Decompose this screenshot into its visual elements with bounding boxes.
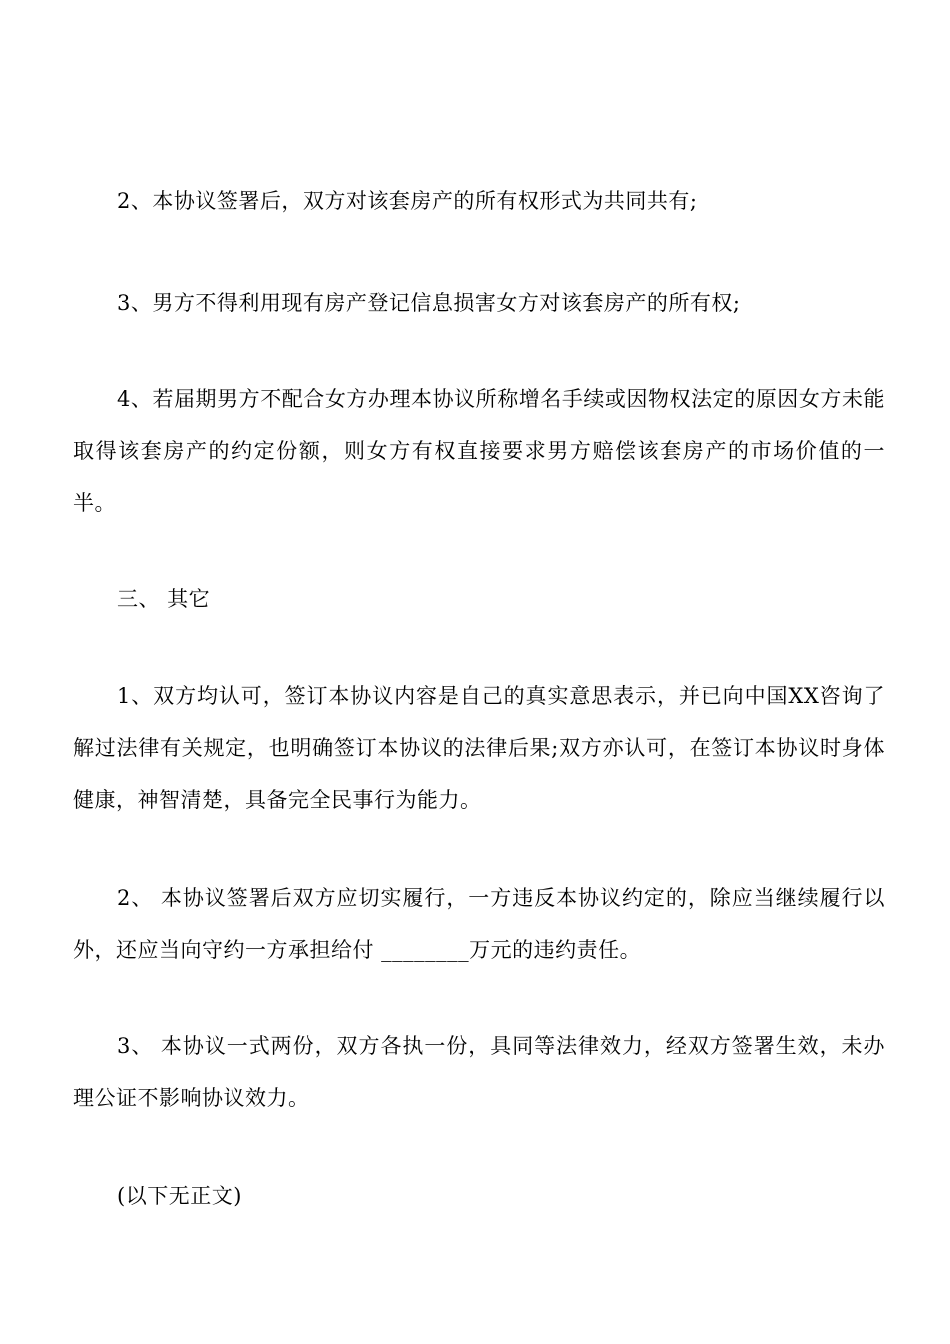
other-clause-1-acknowledgement: 1、双方均认可，签订本协议内容是自己的真实意思表示，并已向中国XX咨询了解过法律有关规定，也明确签订本协议的法律后果;双方亦认可，在签订本协议时身体健康，神智清楚，具备完全民事行为能力。 [73, 684, 885, 812]
clause-2-joint-ownership: 2、本协议签署后，双方对该套房产的所有权形式为共同共有; [117, 189, 698, 213]
clause-3-no-infringement: 3、男方不得利用现有房产登记信息损害女方对该套房产的所有权; [117, 291, 741, 315]
end-of-text-note: (以下无正文) [117, 1184, 242, 1208]
other-clause-2-breach-liability: 2、 本协议签署后双方应切实履行，一方违反本协议约定的，除应当继续履行以外，还应当向守约一方承担给付 ________万元的违约责任。 [73, 886, 885, 962]
section-heading-other: 三、 其它 [117, 587, 211, 611]
clause-4-compensation: 4、若届期男方不配合女方办理本协议所称增名手续或因物权法定的原因女方未能取得该套房产的约定份额，则女方有权直接要求男方赔偿该套房产的市场价值的一半。 [73, 387, 885, 515]
other-clause-3-copies: 3、 本协议一式两份，双方各执一份，具同等法律效力，经双方签署生效，未办理公证不影响协议效力。 [73, 1034, 885, 1110]
